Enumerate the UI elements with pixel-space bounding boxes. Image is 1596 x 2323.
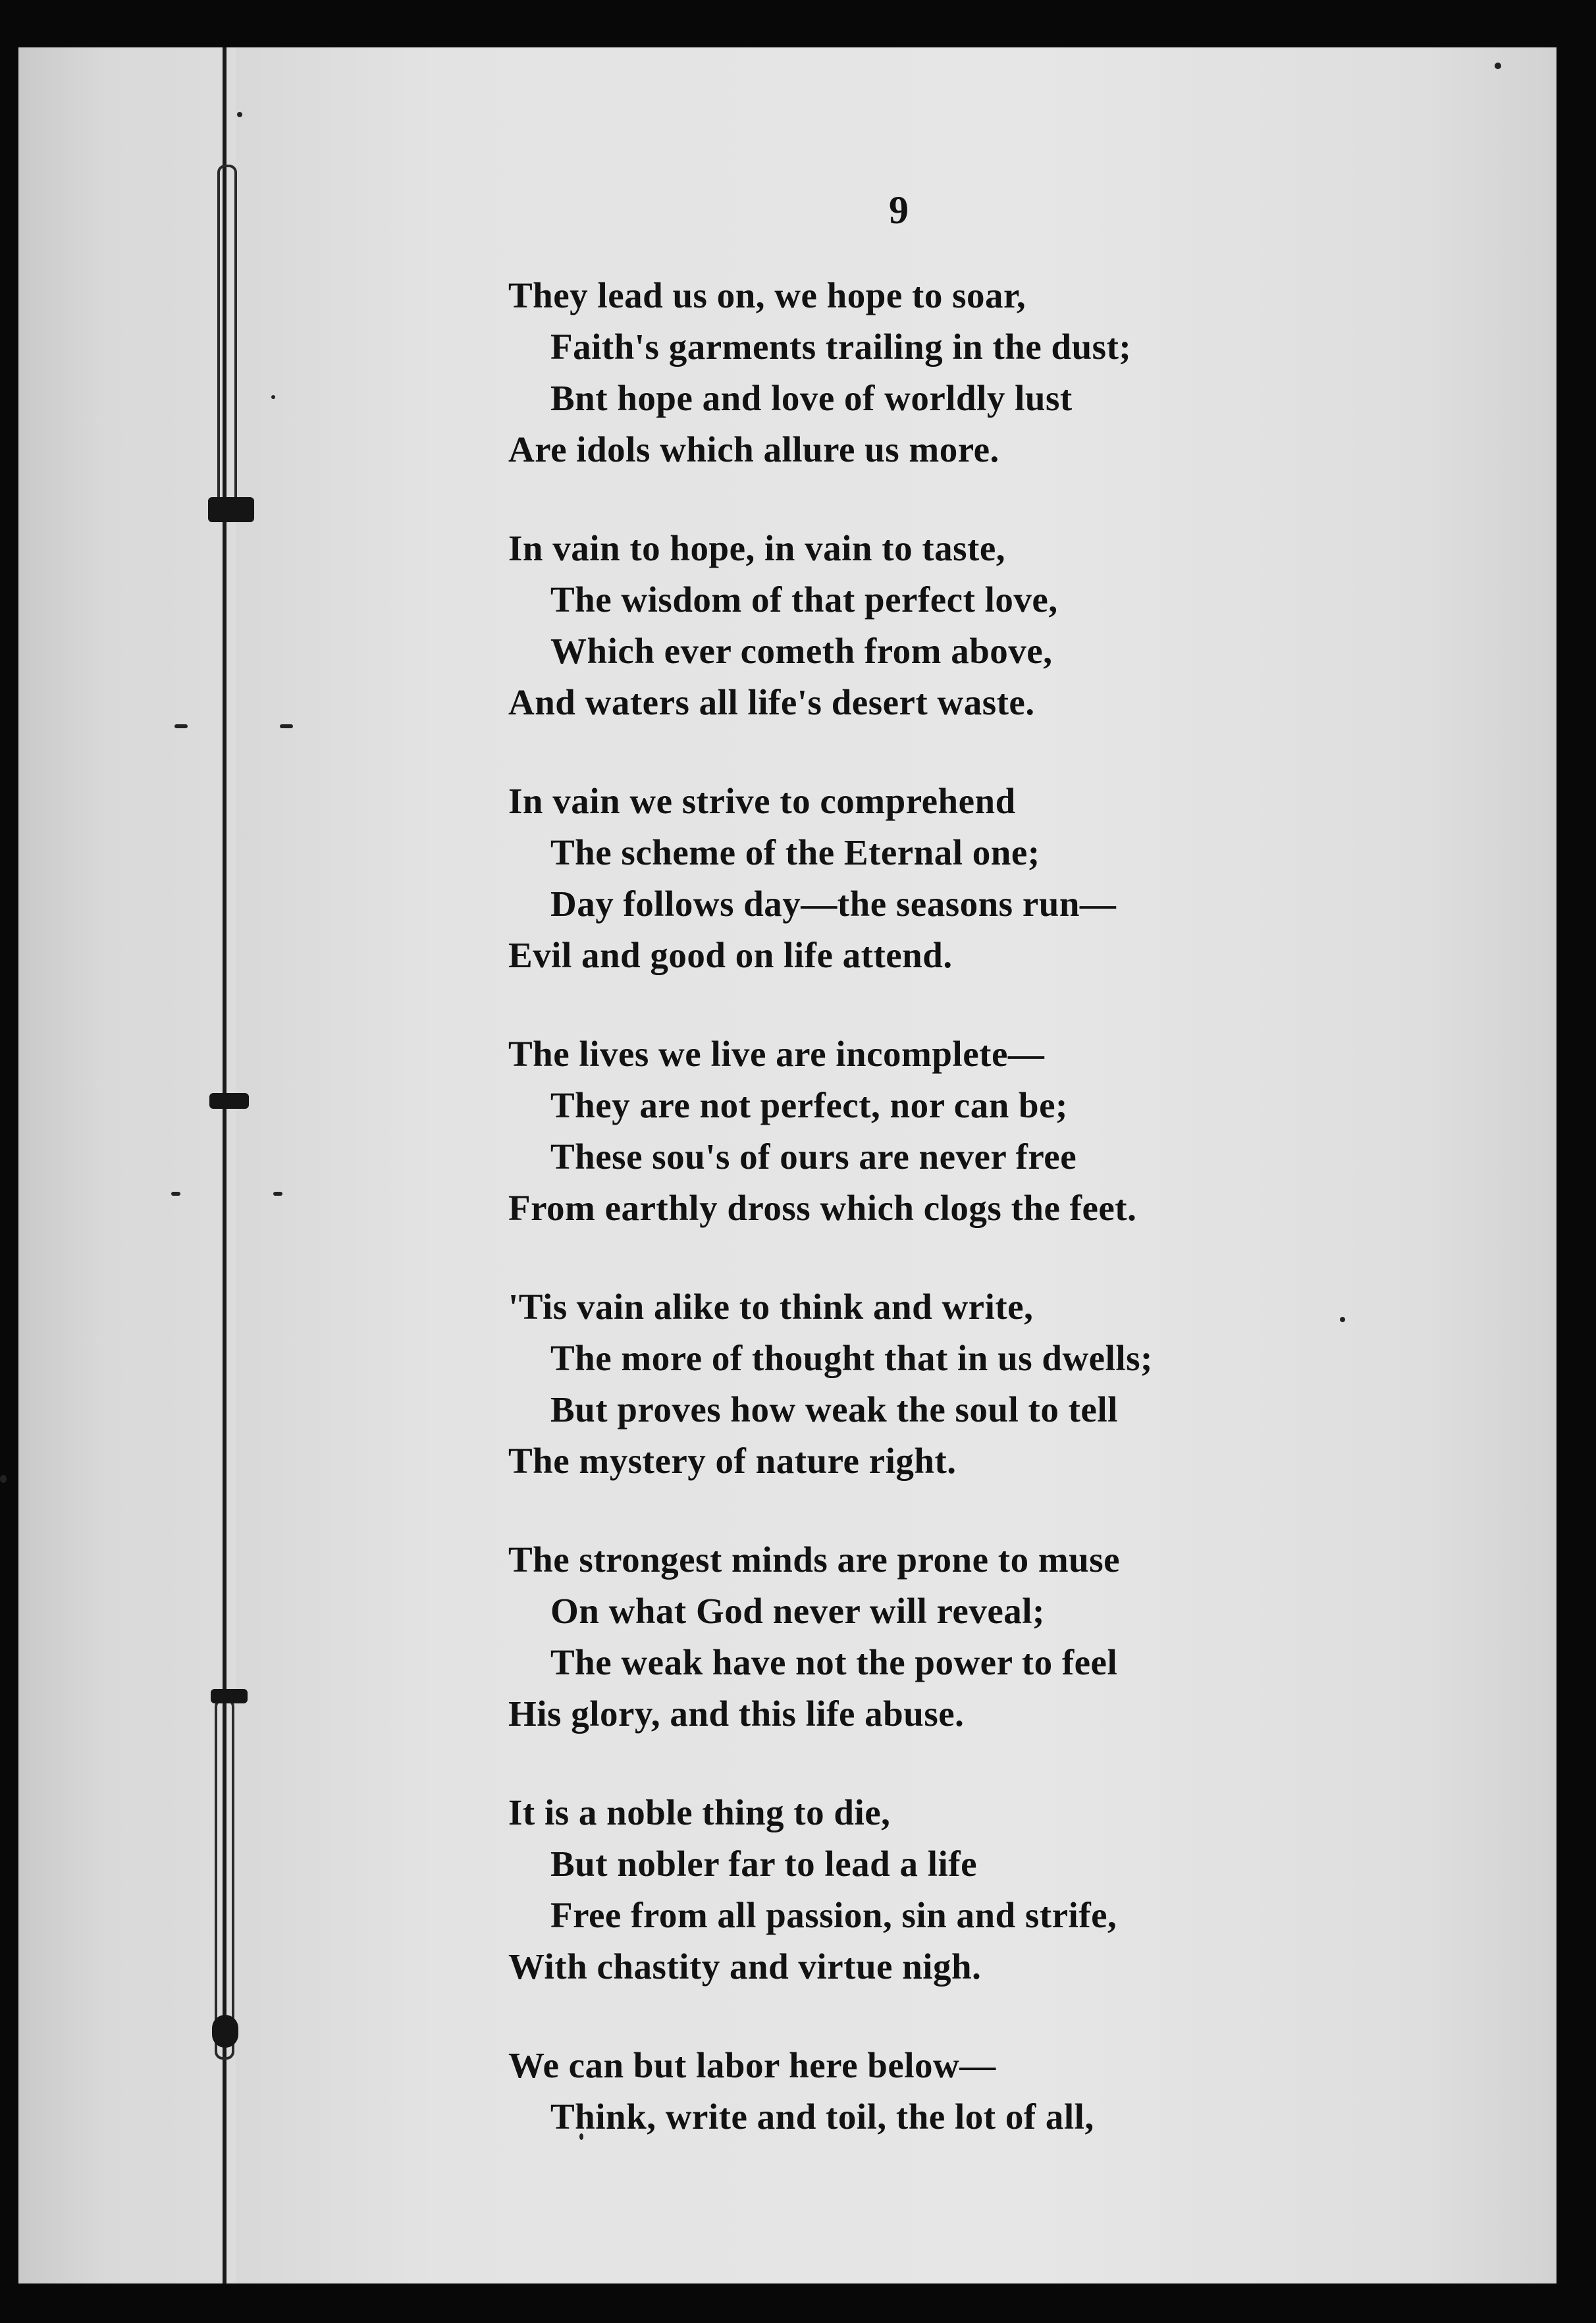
poem-line: It is a noble thing to die,	[508, 1792, 891, 1832]
poem-line: They are not perfect, nor can be;	[550, 1085, 1068, 1125]
poem-stanza	[508, 1281, 1430, 1487]
binding-knot	[212, 2015, 238, 2048]
poem-line: Faith's garments trailing in the dust;	[550, 327, 1132, 367]
dust-speck	[1495, 63, 1501, 69]
poem-line: The scheme of the Eternal one;	[550, 832, 1040, 872]
poem-stanza	[508, 1534, 1430, 1740]
page-number: 9	[889, 188, 909, 232]
poem-stanza	[508, 523, 1430, 728]
dust-speck	[0, 1475, 7, 1483]
poem-line: Evil and good on life attend.	[508, 935, 953, 975]
poem-line: The wisdom of that perfect love,	[550, 579, 1058, 620]
poem-line: Think, write and toil, the lot of all,	[550, 2096, 1094, 2137]
poem-line: These sou's of ours are never free	[550, 1136, 1077, 1177]
poem-stanza	[508, 776, 1430, 981]
poem-line: 'Tis vain alike to think and write,	[508, 1287, 1034, 1327]
poem-line: In vain we strive to comprehend	[508, 781, 1016, 821]
binding-knot	[211, 1689, 248, 1703]
poem-line: His glory, and this life abuse.	[508, 1694, 965, 1734]
poem-line: Are idols which allure us more.	[508, 429, 999, 469]
poem-line: Free from all passion, sin and strife,	[550, 1895, 1117, 1935]
poem-stanza	[508, 270, 1430, 475]
poem-line: The strongest minds are prone to muse	[508, 1539, 1121, 1580]
poem-line: The mystery of nature right.	[508, 1441, 957, 1481]
poem-line: Bnt hope and love of worldly lust	[550, 378, 1073, 418]
dust-speck	[174, 724, 188, 728]
binding-thread-lower	[215, 1699, 234, 2060]
poem-line: On what God never will reveal;	[550, 1591, 1045, 1631]
poem-stanza	[508, 1787, 1430, 1992]
poem-line: The weak have not the power to feel	[550, 1642, 1118, 1682]
scan-border-top	[0, 0, 1596, 47]
binding-knot	[208, 497, 254, 522]
poem-line: The lives we live are incomplete—	[508, 1034, 1045, 1074]
poem-line: Which ever cometh from above,	[550, 631, 1053, 671]
poem-stanza	[508, 1028, 1430, 1234]
poem-line: But proves how weak the soul to tell	[550, 1389, 1118, 1429]
poem-line: The more of thought that in us dwells;	[550, 1338, 1153, 1378]
poem-line: With chastity and virtue nigh.	[508, 1946, 982, 1987]
poem-line: In vain to hope, in vain to taste,	[508, 528, 1006, 568]
poem-line: We can but labor here below—	[508, 2045, 996, 2085]
facing-page-edge	[18, 47, 236, 2283]
poem-line: And waters all life's desert waste.	[508, 682, 1035, 722]
dust-speck	[171, 1192, 180, 1196]
scan-border-right	[1556, 0, 1596, 2323]
poem-stanza	[508, 2040, 1430, 2143]
binding-knot	[209, 1093, 249, 1109]
poem-line: They lead us on, we hope to soar,	[508, 275, 1026, 315]
dust-speck	[237, 112, 242, 117]
poem-line: Day follows day—the seasons run—	[550, 884, 1117, 924]
dust-speck	[271, 395, 275, 399]
scan-border-bottom	[0, 2283, 1596, 2323]
poem-body	[508, 270, 1430, 2190]
poem-line: But nobler far to lead a life	[550, 1844, 977, 1884]
poem-line: From earthly dross which clogs the feet.	[508, 1188, 1137, 1228]
binding-thread-upper	[217, 165, 237, 512]
dust-speck	[280, 724, 293, 728]
scan-border-left	[0, 0, 18, 2323]
dust-speck	[273, 1192, 282, 1196]
